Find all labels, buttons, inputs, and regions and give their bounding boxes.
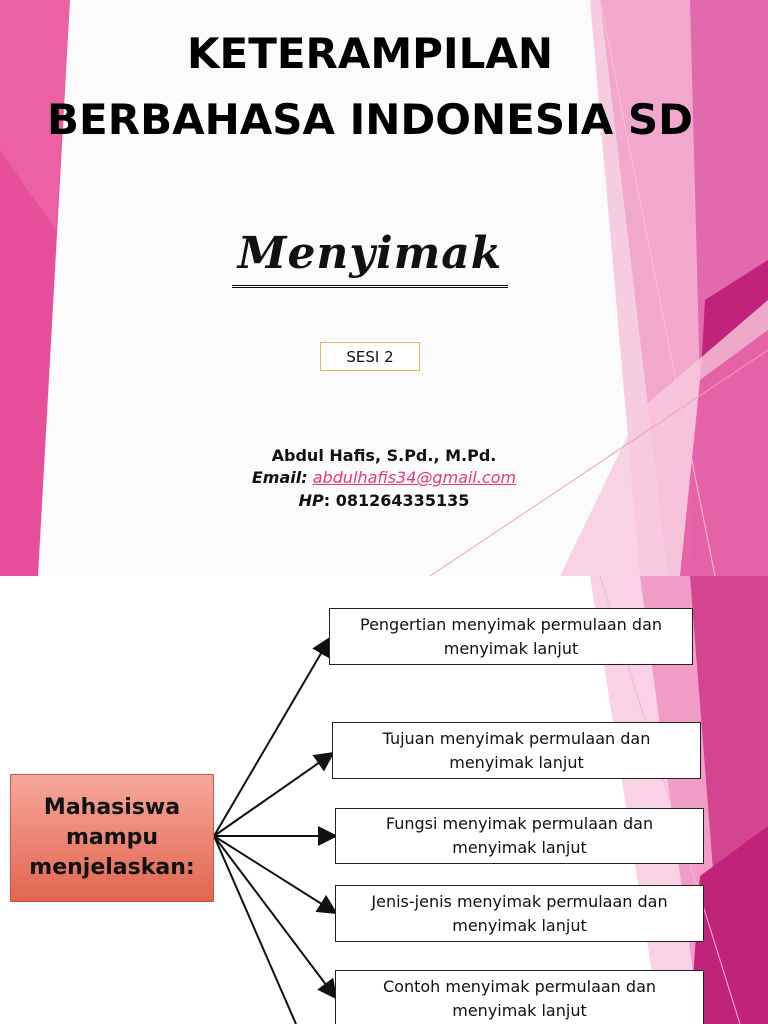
title-line-2: BERBAHASA INDONESIA SD bbox=[47, 95, 693, 144]
objective-box-1: Pengertian menyimak permulaan dan menyimak lanjut bbox=[329, 608, 693, 665]
title-line-1: KETERAMPILAN bbox=[186, 29, 554, 78]
main-statement-box: Mahasiswa mampu menjelaskan: bbox=[10, 774, 214, 902]
author-name: Abdul Hafis, S.Pd., M.Pd. bbox=[271, 446, 497, 465]
phone-value: : 081264335135 bbox=[323, 491, 470, 510]
session-badge: SESI 2 bbox=[320, 342, 420, 371]
subtitle-container bbox=[0, 228, 740, 288]
subtitle: Menyimak bbox=[232, 228, 509, 288]
objective-box-2: Tujuan menyimak permulaan dan menyimak lanjut bbox=[332, 722, 701, 779]
phone-label: HP bbox=[298, 491, 324, 510]
objective-box-5: Contoh menyimak permulaan dan menyimak lanjut bbox=[335, 970, 704, 1024]
author-email-row bbox=[0, 468, 768, 487]
email-link[interactable]: abdulhafis34@gmail.com bbox=[312, 468, 517, 487]
objectives-slide bbox=[0, 576, 768, 1024]
email-label: Email: bbox=[251, 468, 308, 487]
objective-box-3: Fungsi menyimak permulaan dan menyimak lanjut bbox=[335, 808, 704, 864]
objective-box-4: Jenis-jenis menyimak permulaan dan menyimak lanjut bbox=[335, 885, 704, 942]
author-phone-row bbox=[0, 491, 768, 510]
